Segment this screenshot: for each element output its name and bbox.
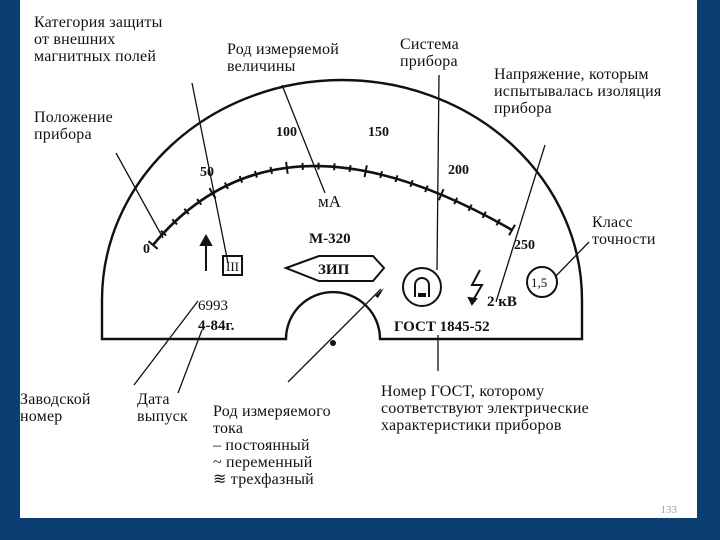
accuracy-label: 1,5 xyxy=(531,275,548,290)
tick-label-200: 200 xyxy=(448,163,469,178)
insulation-voltage-label: Напряжение, которым испытывалась изоляция прибора xyxy=(494,66,662,117)
meter-system-label: Система прибора xyxy=(400,36,459,70)
minor-tick xyxy=(225,183,228,189)
position-arrowhead xyxy=(201,236,211,245)
accuracy-class-label: Класс точности xyxy=(592,214,656,248)
meter-position-label: Положение прибора xyxy=(34,109,113,143)
minor-tick xyxy=(350,165,351,172)
high-voltage-bolt-tip xyxy=(469,298,476,304)
magnet-class-label: III xyxy=(226,259,239,274)
leader-lines xyxy=(116,75,589,393)
measured-quantity-label: Род измеряемой величины xyxy=(227,41,340,75)
tick-label-250: 250 xyxy=(514,238,535,253)
current-type-label: Род измеряемого тока – постоянный ~ переменный ≋ трехфазный xyxy=(213,403,331,488)
release-date-label: Дата выпуск xyxy=(137,391,188,425)
tick-label-150: 150 xyxy=(368,125,389,140)
minor-tick xyxy=(380,171,382,178)
unit-label: мА xyxy=(318,192,342,211)
tick-label-0: 0 xyxy=(143,242,150,257)
test-voltage-label: 2 кВ xyxy=(487,294,517,310)
minor-tick xyxy=(240,176,243,183)
minor-tick xyxy=(334,163,335,170)
minor-tick xyxy=(469,205,472,211)
major-tick xyxy=(286,162,288,174)
magnetic-protection-label: Категория защиты от внешних магнитных полей xyxy=(34,14,163,65)
minor-tick xyxy=(454,198,457,204)
serial-number-label: Заводской номер xyxy=(20,391,91,425)
minor-tick xyxy=(271,167,272,174)
zip-label: ЗИП xyxy=(318,262,350,278)
minor-tick xyxy=(255,171,257,178)
pivot-dot xyxy=(330,340,336,346)
slide-panel xyxy=(20,0,697,518)
minor-tick xyxy=(410,180,412,187)
tick-label-50: 50 xyxy=(200,165,214,180)
slide-number: 133 xyxy=(660,504,677,516)
gost-label: ГОСТ 1845-52 xyxy=(394,319,490,335)
model-label: М-320 xyxy=(309,231,351,247)
serial-label: 6993 xyxy=(198,298,228,314)
gost-description-label: Номер ГОСТ, которому соответствуют электрические характеристики приборов xyxy=(381,383,589,434)
system-symbol xyxy=(403,268,441,306)
tick-label-100: 100 xyxy=(276,125,297,140)
high-voltage-bolt-icon xyxy=(472,270,482,302)
minor-tick xyxy=(395,175,397,182)
minor-tick xyxy=(425,186,427,193)
date-label: 4-84г. xyxy=(198,318,235,334)
system-symbol-core xyxy=(418,293,426,297)
major-tick xyxy=(365,165,367,177)
